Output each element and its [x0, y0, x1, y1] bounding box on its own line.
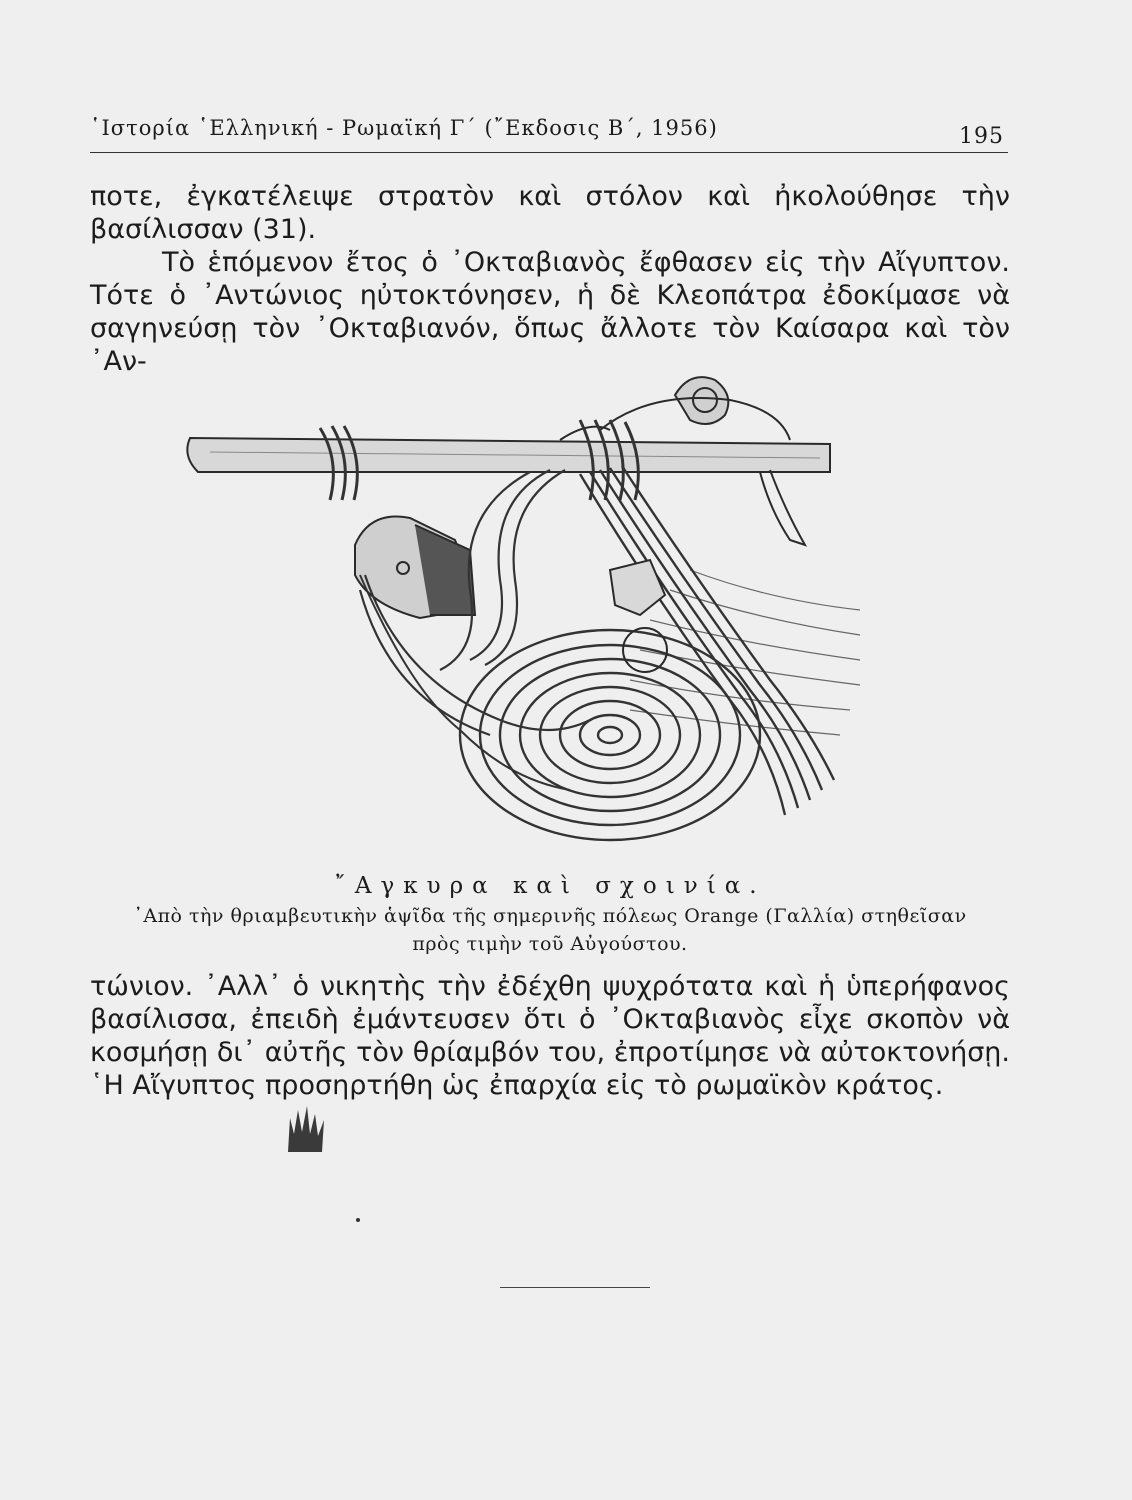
rope-bundle	[580, 466, 834, 815]
text-block-bottom	[90, 970, 1010, 1102]
figure-caption-line: ᾿Απὸ τὴν θριαμβευτικὴν ἁψῖδα τῆς σημερινῆς πόλεως Orange (Γαλλία) στηθεῖσαν	[133, 905, 967, 927]
figure-caption-title: ῎Αγκυρα καὶ σχοινία.	[334, 873, 766, 899]
running-header	[90, 112, 1008, 156]
stray-dot	[356, 1218, 360, 1222]
header-rule	[90, 152, 1008, 153]
end-rule	[500, 1287, 650, 1288]
paragraph: τώνιον. ᾿Αλλ᾿ ὁ νικητὴς τὴν ἐδέχθη ψυχρότατα καὶ ἡ ὑπερήφανος βασίλισσα, ἐπειδὴ ἐμάντευσεν ὅτι ὁ ᾿Οκταβιανὸς εἶχε σκοπὸν νὰ κοσμήσῃ δι᾿ αὐτῆς τὸν θρίαμβόν του, ἐπροτίμησε νὰ αὐτοκτονήσῃ. ῾Η Αἴγυπτος προσηρτήθη ὡς ἐπαρχία εἰς τὸ ρωμαϊκὸν κράτος.	[90, 971, 1010, 1101]
header-title: ῾Ιστορία ῾Ελληνική - Ρωμαϊκή Γ΄ (῎Εκδοσις Β΄, 1956)	[90, 116, 718, 140]
anchor-ring	[675, 377, 728, 424]
anchor-and-ropes-illustration	[170, 360, 870, 870]
paragraph: Τὸ ἑπόμενον ἔτος ὁ ᾿Οκταβιανὸς ἔφθασεν εἰς τὴν Αἴγυπτον. Τότε ὁ ᾿Αντώνιος ηὐτοκτόνησεν, ἡ δὲ Κλεοπάτρα ἐδοκίμασε νὰ σαγηνεύσῃ τὸν ᾿Οκταβιανόν, ὅπως ἄλλοτε τὸν Καίσαρα καὶ τὸν ᾿Αν-	[90, 247, 1010, 377]
page-number: 195	[959, 124, 1004, 149]
ink-blot	[282, 1104, 328, 1154]
paragraph: ποτε, ἐγκατέλειψε στρατὸν καὶ στόλον καὶ ἠκολούθησε τὴν βασίλισσαν (31).	[90, 181, 1010, 245]
text-block-top	[90, 180, 1010, 378]
figure-caption-line: πρὸς τιμὴν τοῦ Αὐγούστου.	[412, 933, 688, 955]
